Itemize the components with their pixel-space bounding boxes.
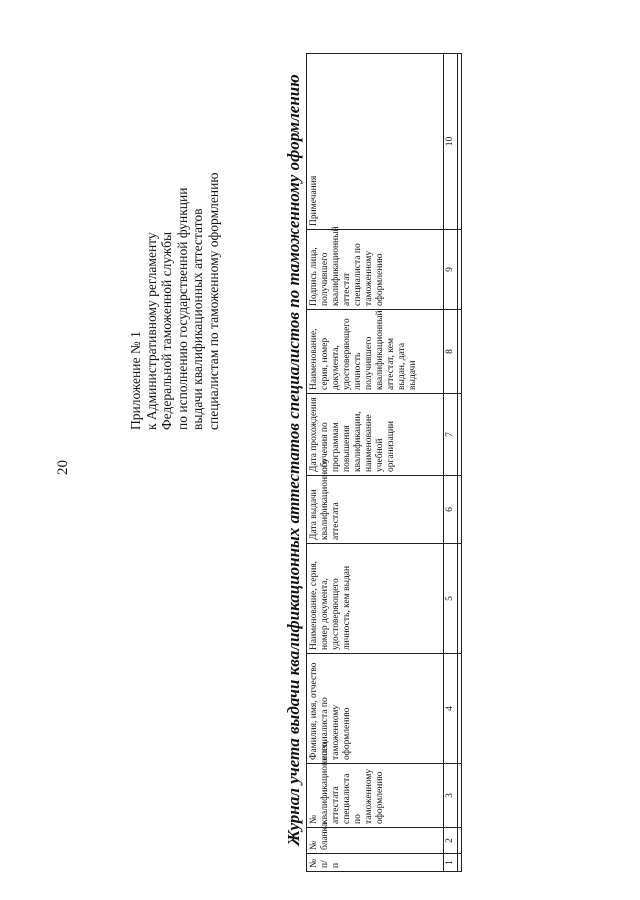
empty-cell [458, 828, 462, 854]
appendix-line: Приложение № 1 [128, 331, 143, 430]
column-number: 9 [444, 230, 458, 310]
empty-cell [458, 394, 462, 476]
column-number: 5 [444, 544, 458, 654]
column-number: 8 [444, 310, 458, 394]
column-header: Дата прохождения обучения по программам повышения квалификации, наименование учебной организации [307, 394, 444, 476]
empty-cell [458, 854, 462, 872]
column-header: Наименование, серия, номер документа, удостоверяющего личность, кем выдан [307, 544, 444, 654]
appendix-header [128, 10, 221, 430]
column-number: 7 [444, 394, 458, 476]
appendix-line: специалистам по таможенному оформлению [205, 172, 221, 430]
column-header: Фамилия, имя, отчество специалиста по таможенному оформлению [307, 654, 444, 764]
column-header: № бланка [307, 828, 444, 854]
column-number: 3 [444, 764, 458, 828]
empty-cell [458, 230, 462, 310]
journal-title: Журнал учета выдачи квалификационных аттестатов специалистов по таможенному оформлению [284, 74, 303, 846]
column-header: Дата выдачи квалификационного аттестата [307, 476, 444, 544]
appendix-line: к Административному регламенту [143, 232, 159, 430]
column-header: Подпись лица, получившего квалификационный аттестат специалиста по таможенному оформлению [307, 230, 444, 310]
column-header: № п/п [307, 854, 444, 872]
column-header: Наименование, серия, номер документа, удостоверяющего личность получившего квалификационный аттестат, кем выдан, дата выдачи [307, 310, 444, 394]
column-number: 2 [444, 828, 458, 854]
column-number: 4 [444, 654, 458, 764]
empty-entry-row [458, 54, 462, 872]
column-header: Примечания [307, 54, 444, 230]
empty-cell [458, 310, 462, 394]
empty-cell [458, 544, 462, 654]
header-row [307, 54, 444, 872]
empty-cell [458, 476, 462, 544]
journal-table [306, 53, 462, 872]
appendix-line: по исполнению государственной функции [174, 187, 190, 430]
appendix-line: выдачи квалификационных аттестатов [190, 208, 205, 430]
column-number: 6 [444, 476, 458, 544]
empty-cell [458, 764, 462, 828]
column-number-row [444, 54, 458, 872]
column-number: 10 [444, 54, 458, 230]
column-header: № квалификационного аттестата специалиста по таможенному оформлению [307, 764, 444, 828]
empty-cell [458, 654, 462, 764]
column-number: 1 [444, 854, 458, 872]
empty-cell [458, 54, 462, 230]
page-number: 20 [55, 460, 71, 475]
appendix-line: Федеральной таможенной службы [159, 231, 174, 430]
